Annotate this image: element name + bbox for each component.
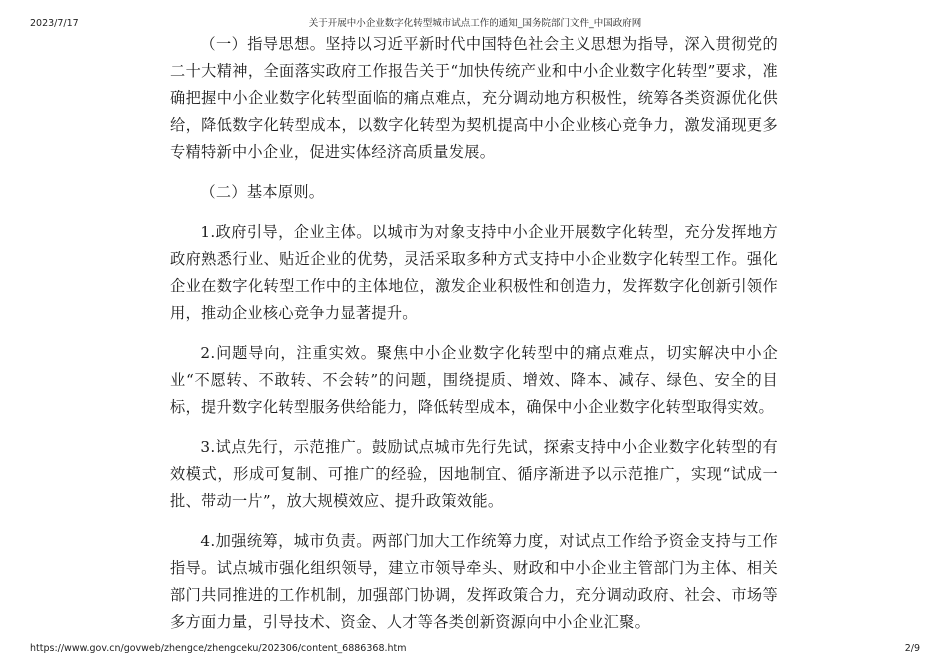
print-date: 2023/7/17	[30, 18, 79, 29]
document-title: 关于开展中小企业数字化转型城市试点工作的通知_国务院部门文件_中国政府网	[308, 18, 642, 29]
page-number: 2/9	[904, 643, 920, 654]
print-header	[0, 17, 950, 31]
paragraph-principle-2: 2.问题导向，注重实效。聚焦中小企业数字化转型中的痛点难点，切实解决中小企业“不愿转、不敢转、不会转”的问题，围绕提质、增效、降本、减存、绿色、安全的目标，提升数字化转型服务供给能力，降低转型成本，确保中小企业数字化转型取得实效。	[170, 344, 778, 416]
print-footer	[0, 642, 950, 656]
document-body	[170, 31, 778, 649]
paragraph-guiding-ideology: （一）指导思想。坚持以习近平新时代中国特色社会主义思想为指导，深入贯彻党的二十大精神，全面落实政府工作报告关于“加快传统产业和中小企业数字化转型”要求，准确把握中小企业数字化转型面临的痛点难点，充分调动地方积极性，统筹各类资源优化供给，降低数字化转型成本，以数字化转型为契机提高中小企业核心竞争力，激发涌现更多专精特新中小企业，促进实体经济高质量发展。	[170, 35, 778, 161]
paragraph-principle-1: 1.政府引导，企业主体。以城市为对象支持中小企业开展数字化转型，充分发挥地方政府熟悉行业、贴近企业的优势，灵活采取多种方式支持中小企业数字化转型工作。强化企业在数字化转型工作中的主体地位，激发企业积极性和创造力，发挥数字化创新引领作用，推动企业核心竞争力显著提升。	[170, 223, 778, 322]
paragraph-principle-3: 3.试点先行，示范推广。鼓励试点城市先行先试，探索支持中小企业数字化转型的有效模式，形成可复制、可推广的经验，因地制宜、循序渐进予以示范推广，实现“试成一批、带动一片”，放大规模效应、提升政策效能。	[170, 438, 778, 510]
page-url: https://www.gov.cn/govweb/zhengce/zhengceku/202306/content_6886368.htm	[30, 643, 407, 654]
paragraph-basic-principles-heading: （二）基本原则。	[200, 183, 325, 201]
paragraph-principle-4: 4.加强统筹，城市负责。两部门加大工作统筹力度，对试点工作给予资金支持与工作指导。试点城市强化组织领导，建立市领导牵头、财政和中小企业主管部门为主体、相关部门共同推进的工作机制，加强部门协调，发挥政策合力，充分调动政府、社会、市场等多方面力量，引导技术、资金、人才等各类创新资源向中小企业汇聚。	[170, 532, 778, 631]
